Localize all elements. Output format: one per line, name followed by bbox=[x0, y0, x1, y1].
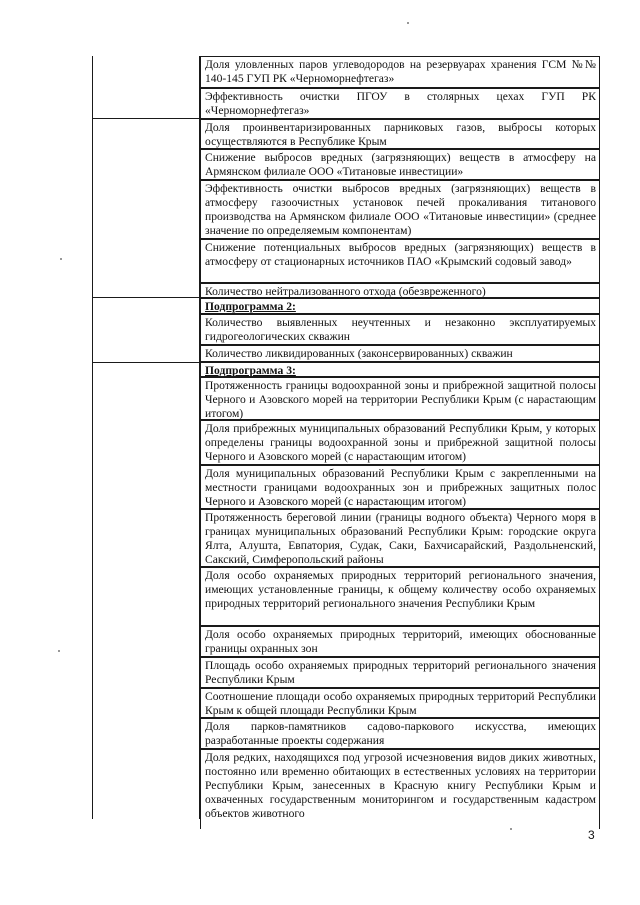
page-number: 3 bbox=[588, 828, 595, 842]
table-row: Протяженность границы водоохранной зоны и прибрежной защитной полосы Черного и Азовского морей на территории Республики Крым (с нарастающим итогом) bbox=[200, 377, 600, 420]
table-row: Снижение выбросов вредных (загрязняющих) веществ в атмосферу на Армянском филиале ООО «Титановые инвестиции» bbox=[200, 149, 600, 180]
scan-speck bbox=[407, 22, 409, 24]
table-row: Доля особо охраняемых природных территорий регионального значения, имеющих установленные границы, к общему количеству особо охраняемых природных территорий регионального значения Республики Крым bbox=[200, 567, 600, 626]
scan-speck bbox=[60, 258, 62, 260]
table-row: Количество нейтрализованного отхода (обезвреженного) bbox=[200, 283, 600, 298]
table-row: Эффективность очистки выбросов вредных (загрязняющих) веществ в атмосферу газоочистных установок печей прокаливания титанового производства на Армянском филиале ООО «Титановые инвестиции» (среднее значение по определяемым компонентам) bbox=[200, 180, 600, 239]
table-row: Доля прибрежных муниципальных образований Республики Крым, у которых определены границы водоохранной зоны и прибрежной защитной полосы Черного и Азовского морей (с нарастающим итогом) bbox=[200, 420, 600, 465]
table-row: Доля редких, находящихся под угрозой исчезновения видов диких животных, постоянно или временно обитающих в естественных условиях на территории Республики Крым, занесенных в Красную книгу Республики Крым и охваченных государственным мониторингом и государственным кадастром объектов животного bbox=[200, 749, 600, 829]
subprogram-heading: Подпрограмма 3: bbox=[200, 362, 600, 377]
table-row: Эффективность очистки ПГОУ в столярных цехах ГУП РК «Черноморнефтегаз» bbox=[200, 88, 600, 119]
scan-speck bbox=[510, 828, 512, 830]
table-row: Протяженность береговой линии (границы водного объекта) Черного моря в границах муниципальных образований Республики Крым: городские округа Ялта, Алушта, Евпатория, Судак, Саки, Бахчисарайский, Раздольненский, Сакский, Симферопольский районы bbox=[200, 509, 600, 567]
table-left-border bbox=[92, 56, 93, 819]
table-row: Снижение потенциальных выбросов вредных (загрязняющих) веществ в атмосферу от стационарных источников ПАО «Крымский содовый завод» bbox=[200, 239, 600, 283]
table-row: Доля уловленных паров углеводородов на резервуарах хранения ГСМ №№ 140-145 ГУП РК «Черноморнефтегаз» bbox=[200, 56, 600, 88]
row-divider bbox=[92, 118, 200, 119]
scan-speck bbox=[58, 650, 60, 652]
table-row: Доля особо охраняемых природных территорий, имеющих обоснованные границы охранных зон bbox=[200, 626, 600, 657]
table-row: Количество выявленных неучтенных и незаконно эксплуатируемых гидрогеологических скважин bbox=[200, 314, 600, 345]
table-row: Доля парков-памятников садово-паркового искусства, имеющих разработанные проекты содержания bbox=[200, 718, 600, 749]
row-divider bbox=[92, 297, 200, 298]
table-row: Количество ликвидированных (законсервированных) скважин bbox=[200, 345, 600, 362]
row-divider bbox=[92, 362, 200, 363]
table-row: Доля муниципальных образований Республики Крым с закрепленными на местности границами водоохранных зон и прибрежных защитных полос Черного и Азовского морей (с нарастающим итогом) bbox=[200, 465, 600, 509]
table-row: Соотношение площади особо охраняемых природных территорий Республики Крым к общей площади Республики Крым bbox=[200, 688, 600, 718]
table-row: Площадь особо охраняемых природных территорий регионального значения Республики Крым bbox=[200, 657, 600, 688]
subprogram-heading: Подпрограмма 2: bbox=[200, 298, 600, 314]
table-row: Доля проинвентаризированных парниковых газов, выбросы которых осуществляются в Республике Крым bbox=[200, 119, 600, 149]
